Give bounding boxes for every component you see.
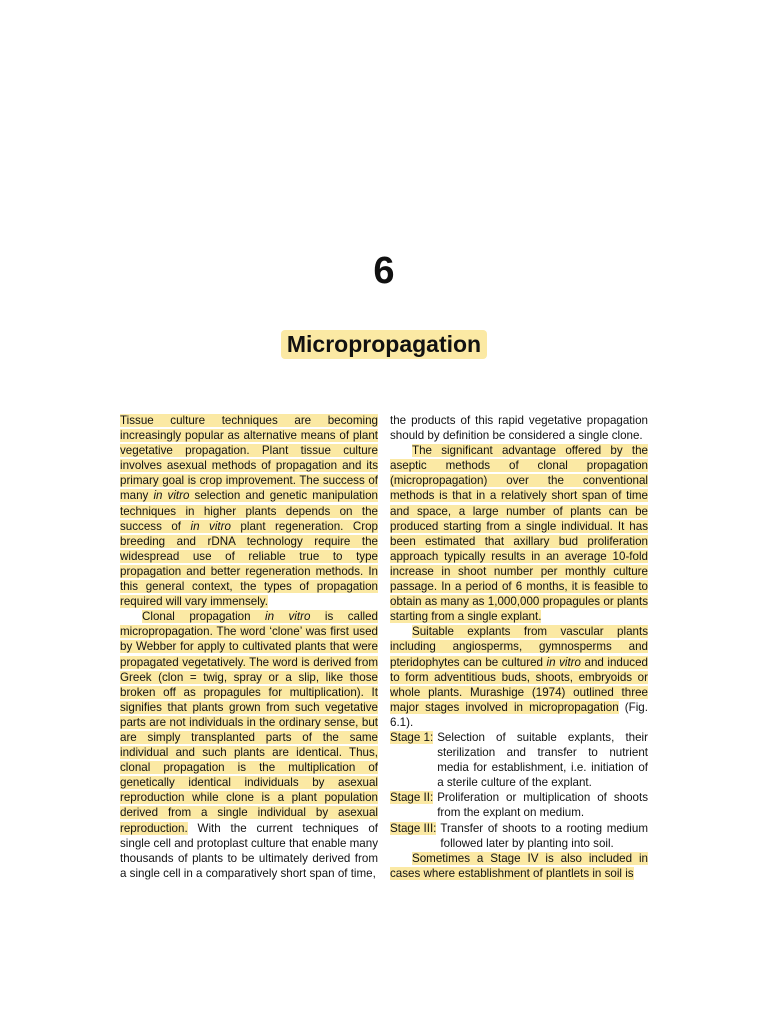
text-segment: is called micropropagation. The word ‘clone’ was first used by Webber for apply to cultivated plants that were propagated vegetatively. The word is derived from Greek (clon = twig, spray or a slip, like those broken off as propagules for multiplication). It signifies that plants grown from such vegetative parts are not individuals in the ordinary sense, but are simply transplanted parts of the same individual and such plants are identical. Thus, clonal propagation is the multiplication of genetically identical individuals by asexual reproduction while clone is a plant population derived from a single individual by asexual reproduction. xyxy=(120,610,378,835)
stage-description: Proliferation or multiplication of shoots from the explant on medium. xyxy=(437,791,648,820)
stage-item xyxy=(390,790,648,820)
highlight-stage-four: Sometimes a Stage IV is also included in cases where establishment of plantlets in soil is xyxy=(390,851,648,880)
italic-term: in vitro xyxy=(265,610,311,624)
paragraph-stage-four xyxy=(390,851,648,881)
stage-description: Selection of suitable explants, their sterilization and transfer to nutrient media for establishment, i.e. initiation of a sterile culture of the explant. xyxy=(437,730,648,790)
text-segment: Clonal propagation xyxy=(142,610,266,624)
chapter-title-wrap xyxy=(0,330,768,359)
paragraph-intro xyxy=(120,413,378,609)
italic-term: in vitro xyxy=(153,489,190,503)
stage-label: Stage III: xyxy=(390,821,437,835)
stage-item xyxy=(390,730,648,790)
stage-label: Stage 1: xyxy=(390,730,434,744)
highlight-explants xyxy=(390,625,648,713)
text-segment: With the current techniques of single cell and protoplast culture that enable many thousands of plants to be ultimately derived from a single cell in a comparatively short span of time, xyxy=(120,821,378,880)
text-segment: selection and genetic manipulation techniques in higher plants depends on the success of xyxy=(120,489,378,533)
text-segment: the products of this rapid vegetative propagation should by definition be considered a single clone. xyxy=(390,414,648,443)
text-segment: plant regeneration. Crop breeding and rDNA technology require the widespread use of reliable true to type propagation and better regeneration methods. In this general context, the types of propagation required will vary immensely. xyxy=(120,519,378,609)
highlight-intro xyxy=(120,414,378,608)
highlight-advantage: The significant advantage offered by the aseptic methods of clonal propagation (micropropagation) over the conventional methods is that in a relatively short span of time and space, a large number of plants can be produced starting from a single individual. It has been estimated that axillary bud proliferation approach typically results in an average 10-fold increase in shoot number per monthly culture passage. In a period of 6 months, it is feasible to obtain as many as 1,000,000 propagules or plants starting from a single explant. xyxy=(390,444,648,624)
right-column xyxy=(390,413,648,881)
italic-term: in vitro xyxy=(190,519,231,533)
text-segment: Tissue culture techniques are becoming increasingly popular as alternative means of plant vegetative propagation. Plant tissue culture involves asexual methods of propagation and its primary goal is crop improvement. The success of many xyxy=(120,414,378,503)
paragraph-clone-continued xyxy=(390,413,648,443)
text-segment: and induced to form adventitious buds, shoots, embryoids or whole plants. Murashige (1974) outlined three major stages involved in micropropagation xyxy=(390,655,649,714)
chapter-number: 6 xyxy=(373,250,395,292)
chapter-title: Micropropagation xyxy=(281,330,487,359)
highlight-clonal xyxy=(120,610,378,834)
italic-term: in vitro xyxy=(546,655,581,669)
paragraph-explants xyxy=(390,624,648,730)
paragraph-clonal xyxy=(120,609,378,881)
stage-description: Transfer of shoots to a rooting medium followed later by planting into soil. xyxy=(440,821,648,850)
stage-item xyxy=(390,821,648,851)
paragraph-advantage xyxy=(390,443,648,624)
text-segment: (Fig. 6.1). xyxy=(390,700,648,729)
left-column xyxy=(120,413,378,881)
text-segment: Suitable explants from vascular plants including angiosperms, gymnosperms and pteridophytes can be cultured xyxy=(390,625,648,669)
stage-label: Stage II: xyxy=(390,791,434,805)
